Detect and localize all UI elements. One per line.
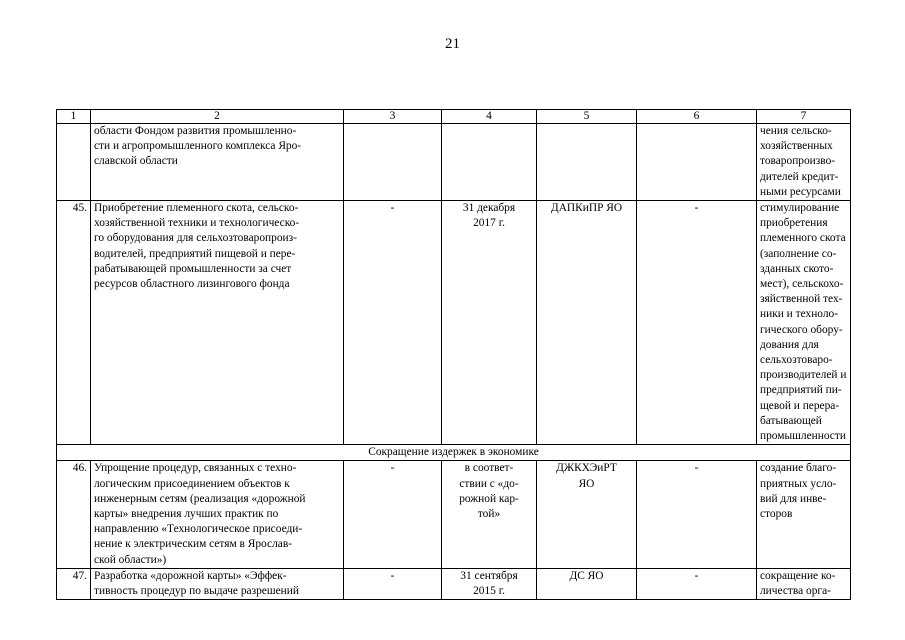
column-header: 2 [91, 110, 344, 124]
expected-result: создание благо- приятных усло- вий для инве- сторов [757, 461, 851, 568]
row-number: 45. [57, 201, 91, 445]
col3-value: - [344, 568, 442, 599]
table-row [57, 568, 851, 599]
expected-result: стимулирование приобретения племенного скота (заполнение со- зданных ското- мест), сельскохо- зяйственной тех- ники и техноло- гического обору- дования для сельхозтоваро- производителей и предприятий пи- щевой и перера- батывающей промышленности [757, 201, 851, 445]
deadline: 31 сентября 2015 г. [442, 568, 537, 599]
row-number: 47. [57, 568, 91, 599]
executor: ДС ЯО [537, 568, 637, 599]
executor [537, 124, 637, 201]
table-row [57, 461, 851, 568]
column-number-row [57, 110, 851, 124]
executor: ДАПКиПР ЯО [537, 201, 637, 445]
deadline [442, 124, 537, 201]
deadline: 31 декабря 2017 г. [442, 201, 537, 445]
col6-value [637, 124, 757, 201]
column-header: 7 [757, 110, 851, 124]
col3-value: - [344, 461, 442, 568]
row-number [57, 124, 91, 201]
page-number: 21 [445, 36, 460, 52]
table-row [57, 124, 851, 201]
measure-text: Приобретение племенного скота, сельско- хозяйственной техники и технологическо- го оборудования для сельхозтоваропроиз- водителей, предприятий пищевой и пере- рабатывающей промышленности за счет ресурсов областного лизингового фонда [91, 201, 344, 445]
measure-text: Разработка «дорожной карты» «Эффек- тивность процедур по выдаче разрешений [91, 568, 344, 599]
col6-value: - [637, 201, 757, 445]
column-header: 6 [637, 110, 757, 124]
column-header: 3 [344, 110, 442, 124]
section-row [57, 445, 851, 461]
measure-text: области Фондом развития промышленно- сти и агропромышленного комплекса Яро- славской области [91, 124, 344, 201]
column-header: 5 [537, 110, 637, 124]
row-number: 46. [57, 461, 91, 568]
expected-result: сокращение ко- личества орга- [757, 568, 851, 599]
deadline: в соответ- ствии с «до- рожной кар- той» [442, 461, 537, 568]
column-header: 1 [57, 110, 91, 124]
executor: ДЖКХЭиРТ ЯО [537, 461, 637, 568]
expected-result: чения сельско- хозяйственных товаропроизво- дителей кредит- ными ресурсами [757, 124, 851, 201]
col6-value: - [637, 461, 757, 568]
measures-table [56, 109, 851, 600]
col6-value: - [637, 568, 757, 599]
column-header: 4 [442, 110, 537, 124]
section-title: Сокращение издержек в экономике [57, 445, 851, 461]
col3-value: - [344, 201, 442, 445]
col3-value [344, 124, 442, 201]
measure-text: Упрощение процедур, связанных с техно- логическим присоединением объектов к инженерным сетям (реализация «дорожной карты» внедрения лучших практик по направлению «Технологическое присоеди- нение к электрическим сетям в Ярослав- ской области») [91, 461, 344, 568]
table-row [57, 201, 851, 445]
